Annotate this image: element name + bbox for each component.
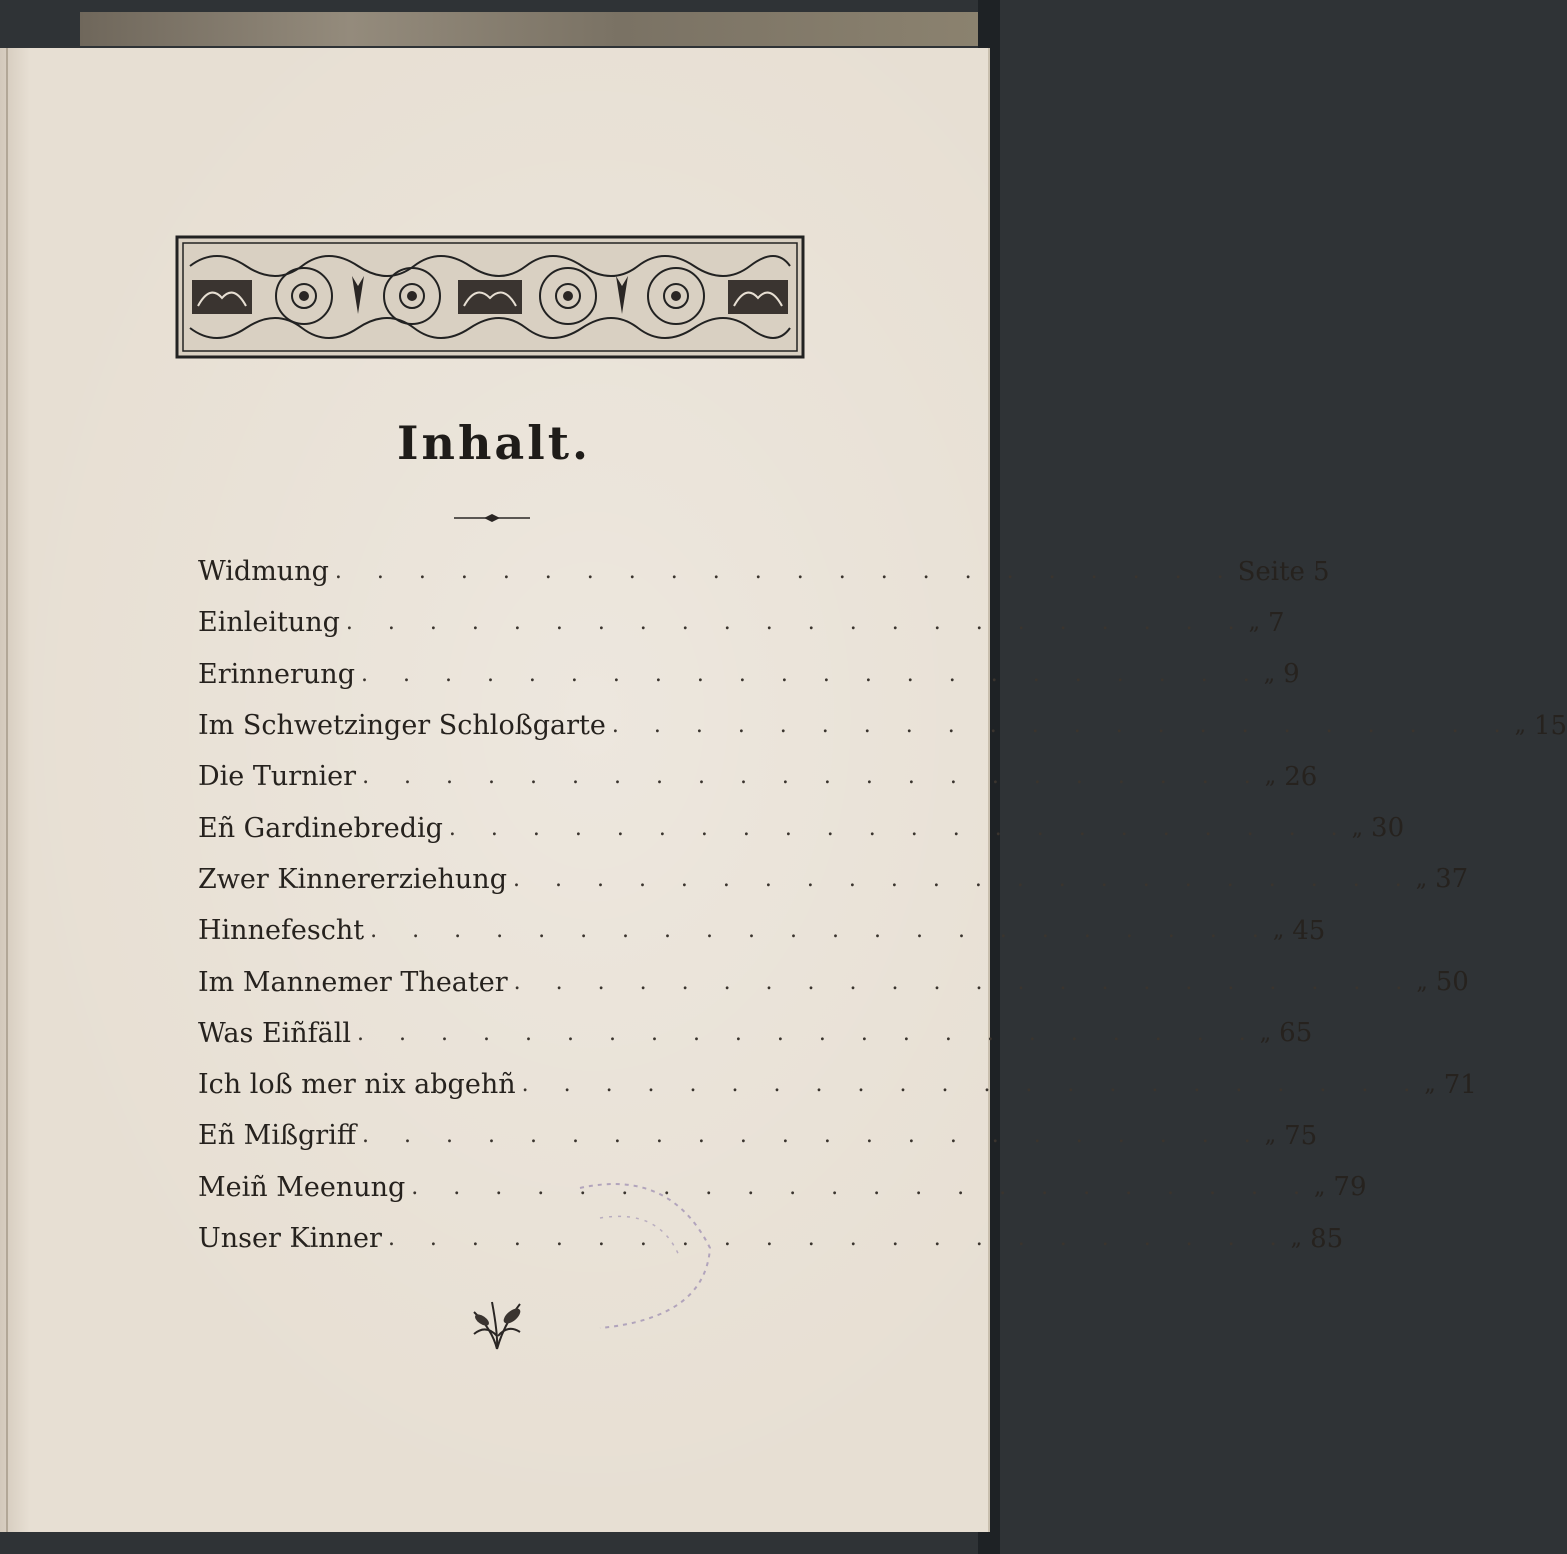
toc-entry-title: Eñ Mißgriff	[198, 1120, 357, 1152]
toc-entry-title: Ich loß mer nix abgehñ	[198, 1069, 516, 1101]
book-top-edge	[80, 12, 980, 46]
toc-ditto-mark: „	[1263, 661, 1276, 687]
toc-leader-dots: . . . . . . . . . . . . . . . . . . . . . .	[513, 969, 1417, 995]
toc-entry-hinnefescht[interactable]	[198, 905, 1326, 956]
toc-page-number: 65	[1279, 1018, 1313, 1049]
toc-entry-missgriff[interactable]	[198, 1110, 1318, 1161]
toc-entry-title: Einleitung	[198, 607, 340, 639]
toc-entry-title: Meiñ Meenung	[198, 1171, 406, 1203]
toc-leader-dots: . . . . . . . . . . . . . . . . . . . . . .	[345, 610, 1249, 636]
ornamental-frieze-icon	[176, 236, 804, 358]
toc-entry-title: Zwer Kinnererziehung	[198, 863, 507, 895]
toc-entry-theater[interactable]	[198, 956, 1469, 1007]
toc-page-number: 9	[1283, 659, 1300, 690]
toc-ditto-mark: „	[1264, 764, 1277, 790]
toc-entry-title: Im Mannemer Theater	[198, 966, 508, 998]
toc-entry-title: Unser Kinner	[198, 1223, 382, 1254]
toc-entry-kinnererziehung[interactable]	[198, 854, 1469, 905]
toc-ditto-mark: „	[1264, 1123, 1277, 1149]
toc-page-number: 75	[1284, 1120, 1318, 1151]
toc-entry-title: Widmung	[198, 556, 329, 588]
book-page	[0, 48, 1567, 1532]
toc-leader-dots: . . . . . . . . . . . . . . . . . . . . . .	[360, 661, 1264, 687]
toc-entry-erinnerung[interactable]	[198, 649, 1300, 700]
toc-ditto-mark: „	[1424, 1072, 1436, 1098]
toc-ditto-mark: „	[1290, 1226, 1303, 1251]
toc-entry-title: Erinnerung	[198, 658, 355, 690]
toc-entry-title: Im Schwetzinger Schloßgarte	[198, 710, 606, 742]
toc-ditto-mark: „	[1415, 866, 1428, 892]
toc-leader-dots: . . . . . . . . . . . . . . . . . . . . . .	[512, 866, 1416, 892]
toc-leader-dots: . . . . . . . . . . . . . . . . . . . . . .	[362, 764, 1265, 790]
page-gutter	[6, 48, 8, 1532]
toc-entry-einfaell[interactable]	[198, 1008, 1313, 1059]
toc-page-number: 30	[1371, 813, 1405, 844]
toc-leader-dots: . . . . . . . . . . . . . . . . . . . . . .	[521, 1072, 1425, 1098]
toc-page-number: 50	[1435, 967, 1469, 998]
toc-ditto-mark: „	[1248, 610, 1261, 636]
toc-leader-dots: . . . . . . . . . . . . . . . . . . . . . .	[411, 1174, 1315, 1200]
toc-ditto-mark: „	[1314, 1174, 1326, 1200]
toc-entry-title: Hinnefescht	[198, 915, 365, 947]
toc-page-number: 85	[1310, 1223, 1344, 1254]
toc-entry-title: Was Eiñfäll	[198, 1017, 352, 1049]
toc-leader-dots: . . . . . . . . . . . . . . . . . . . . . .	[387, 1226, 1291, 1251]
toc-entry-title: Eñ Gardinebredig	[198, 812, 443, 844]
toc-page-number: 45	[1292, 915, 1326, 946]
toc-page-number: 26	[1284, 761, 1318, 792]
floral-vignette-icon	[462, 1294, 532, 1354]
toc-leader-dots: . . . . . . . . . . . . . . . . . . . . . .	[334, 559, 1238, 585]
toc-leader-dots: . . . . . . . . . . . . . . . . . . . . . .	[362, 1123, 1265, 1149]
toc-ditto-mark: „	[1272, 918, 1285, 944]
toc-entry-abgehn[interactable]	[198, 1059, 1477, 1110]
library-stamp-icon	[540, 1158, 730, 1338]
toc-entry-turnier[interactable]	[198, 751, 1318, 802]
toc-leader-dots: . . . . . . . . . . . . . . . . . . . . . .	[370, 918, 1273, 944]
toc-page-number: 15	[1533, 710, 1567, 741]
table-of-contents	[198, 546, 1567, 1264]
toc-page-number: 71	[1443, 1069, 1477, 1100]
page-title: Inhalt.	[397, 416, 591, 470]
diamond-rule-icon	[452, 508, 532, 528]
toc-page-number: 79	[1333, 1172, 1367, 1203]
toc-page-number: 5	[1312, 556, 1330, 587]
toc-ditto-mark: „	[1416, 969, 1428, 995]
toc-leader-dots: . . . . . . . . . . . . . . . . . . . . . .	[448, 815, 1352, 841]
toc-entry-title: Die Turnier	[198, 761, 357, 793]
toc-page-number: 37	[1435, 864, 1469, 895]
toc-entry-einleitung[interactable]	[198, 597, 1285, 648]
toc-entry-gardinebredig[interactable]	[198, 802, 1405, 853]
toc-entry-widmung[interactable]	[198, 546, 1330, 597]
toc-ditto-mark: „	[1351, 815, 1364, 841]
toc-leader-dots: . . . . . . . . . . . . . . . . . . . . . .	[611, 713, 1515, 739]
toc-entry-schlossgarte[interactable]	[198, 700, 1567, 751]
toc-leader-dots: . . . . . . . . . . . . . . . . . . . . . .	[357, 1020, 1260, 1046]
toc-page-number: 7	[1268, 607, 1285, 638]
toc-ditto-mark: „	[1514, 713, 1526, 739]
toc-page-prefix: Seite	[1237, 556, 1305, 587]
toc-ditto-mark: „	[1259, 1020, 1272, 1046]
